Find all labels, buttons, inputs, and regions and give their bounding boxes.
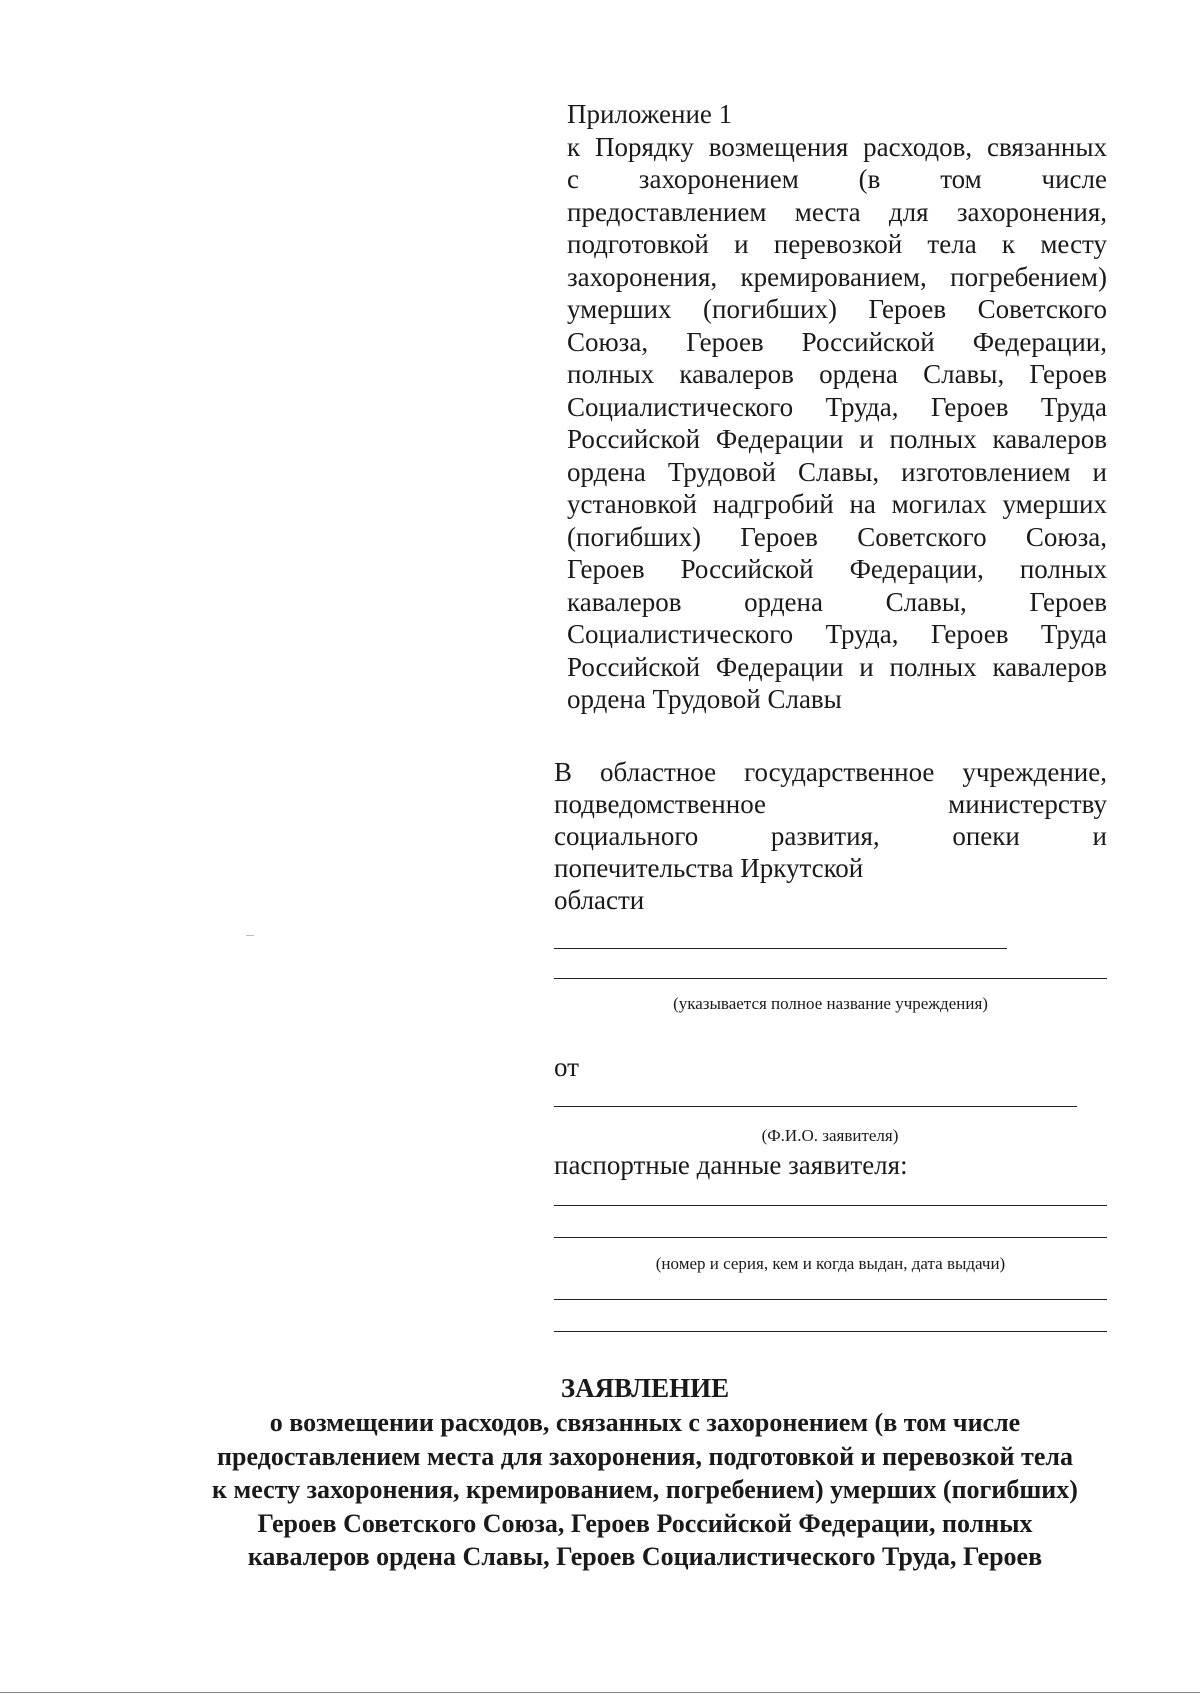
appendix-line: захоронения, кремированием, погребением)	[567, 261, 1107, 292]
addressee-block	[554, 756, 1107, 916]
from-label: от	[554, 1052, 579, 1082]
appendix-line: с захоронением (в том числе	[567, 164, 1107, 194]
passport-label: паспортные данные заявителя:	[554, 1150, 908, 1180]
statement-subtitle	[165, 1406, 1125, 1574]
addressee-line: области	[554, 885, 645, 915]
appendix-line: установкой надгробий на могилах умерших	[567, 489, 1107, 519]
institution-fill-line[interactable]	[554, 948, 1007, 949]
appendix-line: ордена Трудовой Славы, изготовлением и	[567, 456, 1107, 487]
statement-subtitle-line: предоставлением места для захоронения, подготовкой и перевозкой тела	[217, 1441, 1073, 1471]
appendix-line: Союза, Героев Российской Федерации,	[567, 326, 1107, 357]
passport-fill-line[interactable]	[554, 1205, 1107, 1206]
appendix-line: ордена Трудовой Славы	[567, 684, 842, 714]
appendix-line: предоставлением места для захоронения,	[567, 196, 1107, 227]
applicant-name-fill-line[interactable]	[554, 1106, 1077, 1107]
addressee-line: В областное государственное учреждение,	[554, 757, 1107, 787]
applicant-name-caption: (Ф.И.О. заявителя)	[761, 1126, 899, 1145]
institution-caption: (указывается полное название учреждения)	[673, 994, 988, 1013]
appendix-line: Приложение 1	[567, 99, 733, 129]
statement-subtitle-line: кавалеров ордена Славы, Героев Социалистического Труда, Героев	[247, 1542, 1043, 1571]
appendix-line: умерших (погибших) Героев Советского	[567, 294, 1107, 324]
institution-fill-line[interactable]	[554, 978, 1107, 979]
appendix-line: полных кавалеров ордена Славы, Героев	[567, 359, 1107, 389]
appendix-line: (погибших) Героев Советского Союза,	[567, 521, 1107, 552]
scan-speck	[246, 935, 254, 936]
appendix-line: подготовкой и перевозкой тела к месту	[567, 229, 1107, 259]
appendix-line: кавалеров ордена Славы, Героев	[567, 586, 1107, 617]
appendix-line: Социалистического Труда, Героев Труда	[567, 619, 1107, 649]
appendix-line: Социалистического Труда, Героев Труда	[567, 391, 1107, 422]
passport-fill-line[interactable]	[554, 1331, 1107, 1332]
statement-subtitle-line: о возмещении расходов, связанных с захоронением (в том числе	[269, 1408, 1021, 1437]
page-edge-line	[0, 1692, 1200, 1693]
appendix-line: Героев Российской Федерации, полных	[567, 554, 1107, 584]
passport-caption: (номер и серия, кем и когда выдан, дата выдачи)	[655, 1254, 1006, 1273]
appendix-header	[567, 98, 1107, 716]
appendix-line: к Порядку возмещения расходов, связанных	[567, 131, 1107, 162]
statement-subtitle-line: к месту захоронения, кремированием, погребением) умерших (погибших)	[212, 1475, 1078, 1504]
statement-title: ЗАЯВЛЕНИЕ	[560, 1373, 730, 1403]
passport-fill-line[interactable]	[554, 1237, 1107, 1238]
addressee-line: подведомственное министерству	[554, 789, 1107, 819]
appendix-line: Российской Федерации и полных кавалеров	[567, 424, 1107, 454]
statement-subtitle-line: Героев Советского Союза, Героев Российской Федерации, полных	[257, 1508, 1033, 1538]
addressee-line: социального развития, опеки и	[554, 821, 1107, 851]
passport-fill-line[interactable]	[554, 1299, 1107, 1300]
appendix-line: Российской Федерации и полных кавалеров	[567, 651, 1107, 682]
addressee-line: попечительства Иркутской	[554, 853, 864, 883]
